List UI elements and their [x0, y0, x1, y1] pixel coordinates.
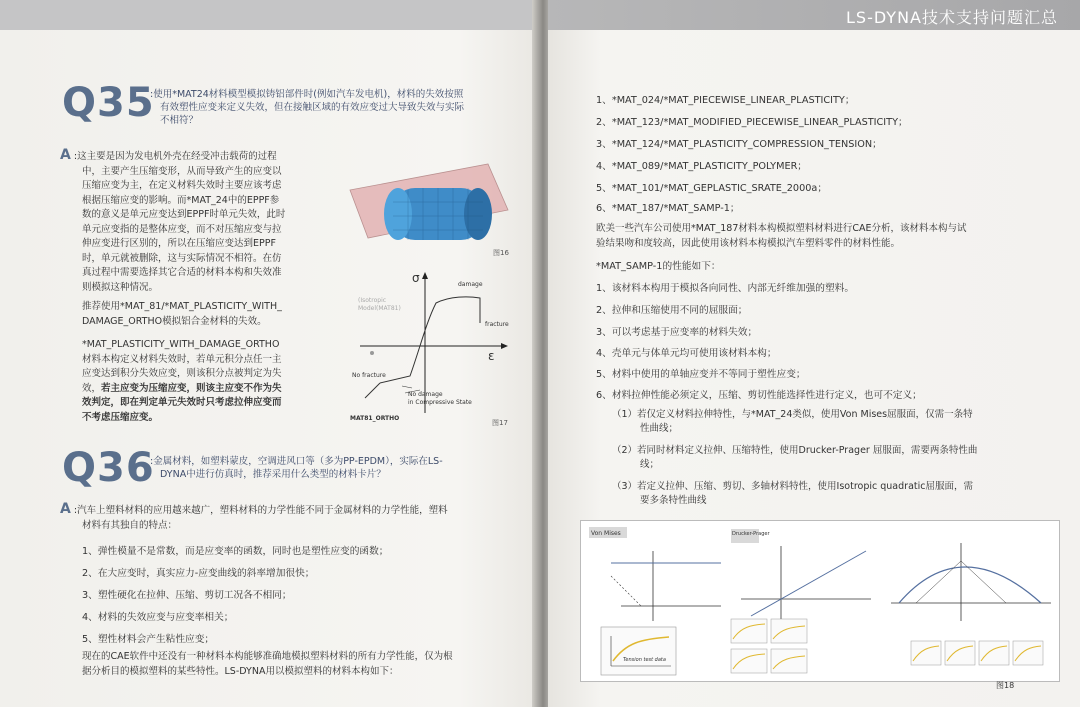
samp-title: *MAT_SAMP-1的性能如下：	[596, 261, 721, 272]
right-header-bar	[548, 0, 1080, 30]
fig16-cylinder-image	[338, 150, 518, 260]
fig17-isotropic-2: Model(MAT81)	[358, 305, 401, 312]
fig17-isotropic: (Isotropic	[358, 297, 387, 304]
q35-question-line: 不相符？	[160, 115, 199, 126]
samp-sub-line: 线；	[640, 459, 660, 470]
q35-answer	[60, 148, 325, 295]
samp-sub-line: 性曲线；	[640, 423, 679, 434]
figure-17	[340, 268, 520, 428]
q36-answer-label: A	[60, 501, 71, 517]
q36-closing-line: 现在的CAE软件中还没有一种材料本构能够准确地模拟塑料材料的所有力学性能，仅为根	[82, 651, 453, 662]
q36-point: 4、材料的失效应变与应变率相关；	[82, 612, 234, 623]
q35-detail	[82, 338, 327, 425]
right-page	[548, 0, 1080, 707]
q35-recommend	[82, 300, 327, 329]
q36-answer-line: :汽车上塑料材料的应用越来越广，塑料材料的力学性能不同于金属材料的力学性能，塑料	[73, 505, 448, 516]
q36-question-line: DYNA中进行仿真时，推荐采用什么类型的材料卡片？	[160, 469, 386, 480]
fig17-mat81: MAT81_ORTHO	[350, 415, 400, 422]
fig17-stress-strain-chart	[340, 268, 520, 428]
q36-point: 2、在大应变时，真实应力-应变曲线的斜率增加很快；	[82, 568, 315, 579]
fig18-label: 图18	[996, 681, 1015, 690]
q35-answer-line: 根据压缩应变的影响。而*MAT_24中的EPPF参	[82, 194, 280, 206]
q35-number: Q35	[62, 80, 155, 126]
figure-16	[338, 150, 518, 260]
q35-detail-line: 应变达到积分失效应变，则该积分点被判定为失	[82, 368, 282, 379]
samp-prop: 3、可以考虑基于应变率的材料失效；	[596, 327, 758, 338]
samp-prop: 4、壳单元与体单元均可使用该材料本构；	[596, 348, 777, 359]
q36-point: 3、塑性硬化在拉伸、压缩、剪切工况各不相同；	[82, 590, 292, 601]
samp-prop: 6、材料拉伸性能必须定义，压缩、剪切性能选择性进行定义，也可不定义；	[596, 390, 922, 401]
fig16-label: 图16	[493, 249, 509, 257]
material-item: 1、*MAT_024/*MAT_PIECEWISE_LINEAR_PLASTICITY；	[596, 95, 855, 106]
q35-recommend-line: 推荐使用*MAT_81/*MAT_PLASTICITY_WITH_	[82, 301, 282, 312]
fig17-label: 图17	[492, 419, 508, 427]
material-item: 6、*MAT_187/*MAT_SAMP-1；	[596, 203, 740, 214]
left-header-bar	[0, 0, 540, 30]
q35-recommend-line: DAMAGE_ORTHO模拟铝合金材料的失效。	[82, 315, 267, 327]
fig18-drucker-label: Drucker-Prager	[732, 531, 770, 537]
q35-answer-line: 则模拟这种情况。	[82, 281, 159, 293]
samp-sub-line: （2）若同时材料定义拉伸、压缩特性，使用Drucker-Prager 屈服面，需要两条特性曲	[612, 445, 978, 456]
q35-detail-bold: 若主应变为压缩应变，则该主应变不作为失	[101, 382, 282, 394]
q36-closing-line: 据分析目的模拟塑料的某些特性。LS-DYNA用以模拟塑料的材料本构如下：	[82, 665, 399, 677]
samp-sub-1	[612, 408, 1052, 436]
q35-answer-line: :这主要是因为发电机外壳在经受冲击载荷的过程	[73, 151, 277, 162]
fig18-yield-surfaces	[581, 521, 1059, 681]
q36-point: 5、塑性材料会产生粘性应变；	[82, 634, 215, 645]
right-para1-line: 验结果吻和度较高，因此使用该材料本构模拟汽车塑料零件的材料性能。	[596, 237, 901, 249]
fig17-epsilon: ε	[488, 349, 495, 363]
header-title: LS-DYNA技术支持问题汇总	[846, 8, 1058, 27]
fig17-fracture: fracture	[485, 321, 509, 328]
fig18-vonmises-label: Von Mises	[591, 530, 621, 537]
q35-answer-label: A	[60, 147, 71, 163]
samp-sub-3	[612, 480, 1052, 508]
fig18-tension-label: Tension test data	[623, 657, 666, 663]
samp-sub-line: 要多条特性曲线	[640, 495, 707, 506]
q36-point: 1、弹性模量不是常数，而是应变率的函数，同时也是塑性应变的函数；	[82, 546, 389, 557]
fig17-no-fracture: No fracture	[352, 372, 386, 379]
samp-prop: 5、材料中使用的单轴应变并不等同于塑性应变；	[596, 369, 806, 380]
q36-number: Q36	[62, 445, 155, 491]
fig17-damage: damage	[458, 281, 483, 288]
q35-answer-line: 数的意义是单元应变达到EPPF时单元失效，此时	[82, 209, 286, 220]
q36-closing	[82, 650, 522, 679]
samp-sub-2	[612, 444, 1052, 472]
q35-detail-line: 效，	[82, 382, 102, 394]
samp-prop: 2、拉伸和压缩使用不同的屈服面；	[596, 305, 748, 316]
samp-sub-line: （1）若仅定义材料拉伸特性，与*MAT_24类似，使用Von Mises屈服面，仅需一条特	[612, 409, 973, 420]
q35-answer-line: 中，主要产生压缩变形，从而导致产生的应变以	[82, 165, 282, 177]
q36-answer	[60, 502, 520, 533]
q35-detail-line: 材料本构定义材料失效时，若单元积分点任一主	[82, 353, 282, 365]
samp-prop: 1、该材料本构用于模拟各向同性、内部无纤维加强的塑料。	[596, 283, 855, 294]
fig17-no-damage-2: in Compressive State	[408, 399, 472, 406]
q35-answer-line: 真过程中需要选择其它合适的材料本构和失效准	[82, 267, 282, 278]
right-para1	[596, 222, 1066, 251]
q36-answer-line: 材料有其独自的特点：	[82, 519, 178, 531]
material-item: 3、*MAT_124/*MAT_PLASTICITY_COMPRESSION_TENSION；	[596, 139, 882, 150]
q35-question-line: :使用*MAT24材料模型模拟铸铝部件时(例如汽车发电机)，材料的失效按照	[150, 89, 464, 100]
material-item: 2、*MAT_123/*MAT_MODIFIED_PIECEWISE_LINEAR_PLASTICITY；	[596, 117, 908, 128]
q35-detail-bold: 不考虑压缩应变。	[82, 411, 159, 423]
q35-answer-line: 伸应变进行区别的，所以在压缩应变达到EPPF	[82, 238, 276, 249]
q35-detail-bold: 效判定，即在判定单元失效时只考虑拉伸应变而	[82, 397, 282, 408]
q35-question	[150, 88, 464, 127]
material-item: 5、*MAT_101/*MAT_GEPLASTIC_SRATE_2000a；	[596, 183, 828, 194]
figure-18	[580, 520, 1060, 682]
q35-answer-line: 压缩应变为主，在定义材料失效时主要应该考虑	[82, 180, 282, 191]
samp-sub-line: （3）若定义拉伸、压缩、剪切、多轴材料特性，使用Isotropic quadratic屈服面，需	[612, 481, 973, 492]
fig17-sigma: σ	[412, 271, 420, 285]
material-item: 4、*MAT_089/*MAT_PLASTICITY_POLYMER；	[596, 161, 807, 172]
q36-question-line: :金属材料，如塑料蒙皮，空调进风口等（多为PP-EPDM），实际在LS-	[150, 456, 443, 467]
q36-question	[150, 455, 443, 481]
q35-question-line: 有效塑性应变来定义失效，但在接触区域的有效应变过大导致失效与实际	[160, 102, 465, 113]
right-para1-line: 欧美一些汽车公司使用*MAT_187材料本构模拟塑料材料进行CAE分析，该材料本构与试	[596, 223, 967, 234]
q35-answer-line: 单元应变指的是整体应变，而不对压缩应变与拉	[82, 223, 282, 235]
q35-answer-line: 时，单元就被删除，这与实际情况不相符。在仿	[82, 252, 282, 264]
fig17-no-damage: No damage	[408, 391, 443, 398]
q35-detail-line: *MAT_PLASTICITY_WITH_DAMAGE_ORTHO	[82, 339, 280, 350]
